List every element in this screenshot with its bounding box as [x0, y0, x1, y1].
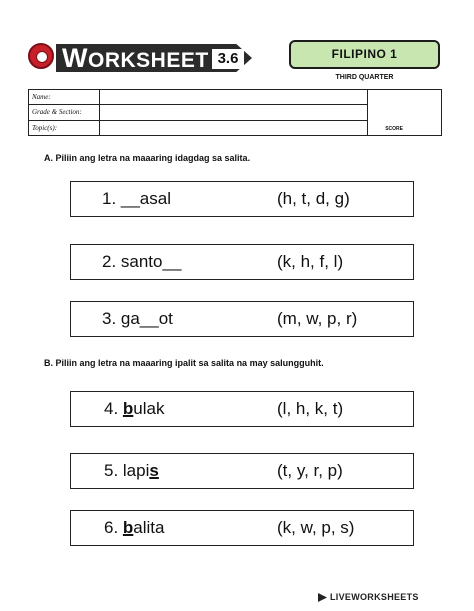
- item-4-word: [104, 400, 164, 417]
- quarter-label: THIRD QUARTER: [335, 74, 394, 81]
- item-2-options: (k, h, f, l): [277, 252, 344, 271]
- grade-section-label: Grade & Section:: [32, 108, 82, 116]
- table-divider: [29, 120, 367, 121]
- item-2-word: 2. santo__: [102, 252, 182, 271]
- item-5-prefix: 5. lapi: [104, 461, 150, 480]
- item-1-word: 1. __asal: [102, 189, 171, 208]
- item-6-prefix: 6.: [104, 518, 123, 537]
- school-seal-icon: [28, 43, 54, 69]
- section-b-heading: B. Piliin ang letra na maaaring ipalit sa salita na may salungguhit.: [44, 358, 324, 368]
- score-label: SCORE: [385, 126, 403, 132]
- subject-badge: FILIPINO 1: [289, 40, 440, 69]
- name-label: Name:: [32, 93, 51, 101]
- section-a-heading: A. Piliin ang letra na maaaring idagdag sa salita.: [44, 153, 251, 163]
- item-5-underlined-letter: s: [149, 461, 159, 480]
- item-6-options: (k, w, p, s): [277, 518, 355, 537]
- title-initial: W: [62, 43, 88, 73]
- item-5-word: [104, 462, 159, 479]
- item-4-prefix: 4.: [104, 399, 123, 418]
- item-5-options: (t, y, r, p): [277, 461, 343, 480]
- title-rest: ORKSHEET: [87, 49, 209, 72]
- item-3-word: 3. ga__ot: [102, 309, 173, 328]
- item-6-suffix: alita: [133, 518, 165, 537]
- worksheet-number: 3.6: [212, 49, 244, 69]
- item-1-options: (h, t, d, g): [277, 189, 350, 208]
- student-info-table: [28, 89, 442, 136]
- item-4-options: (l, h, k, t): [277, 399, 344, 418]
- table-divider: [367, 90, 368, 135]
- topics-label: Topic(s):: [32, 124, 58, 132]
- table-divider: [99, 90, 100, 135]
- item-6-underlined-letter: b: [122, 518, 134, 537]
- liveworksheets-logo-icon: [318, 593, 327, 602]
- footer-brand[interactable]: LIVEWORKSHEETS: [330, 592, 419, 602]
- item-4-underlined-letter: b: [122, 399, 134, 418]
- item-6-word: [104, 519, 164, 536]
- table-divider: [29, 104, 367, 105]
- item-3-options: (m, w, p, r): [277, 309, 358, 328]
- worksheet-title: [62, 44, 209, 72]
- item-4-suffix: ulak: [133, 399, 165, 418]
